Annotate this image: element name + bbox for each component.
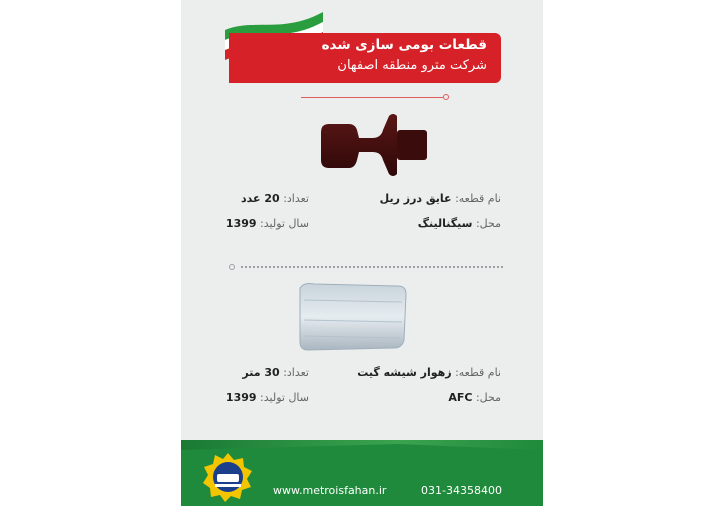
part1-location <box>418 217 501 230</box>
part1-name <box>380 192 501 205</box>
part2-count-label: تعداد: <box>283 366 309 379</box>
page-subtitle: شرکت مترو منطقه اصفهان <box>337 58 487 73</box>
part1-year <box>226 217 309 230</box>
part2-count-value: 30 متر <box>242 366 280 379</box>
poster <box>181 0 543 506</box>
part2-location-value: AFC <box>448 391 473 404</box>
footer-website-link[interactable]: www.metroisfahan.ir <box>273 484 387 497</box>
part1-year-label: سال تولید: <box>260 217 309 230</box>
divider-dot <box>443 94 449 100</box>
part2-year-value: 1399 <box>225 391 257 404</box>
part2-count <box>242 366 309 379</box>
gate-glass-bead-image <box>294 280 412 356</box>
part1-location-value: سیگنالینگ <box>417 217 473 230</box>
part1-name-value: عایق درز ریل <box>379 192 452 205</box>
title-banner <box>229 33 501 83</box>
part1-location-label: محل: <box>475 217 501 230</box>
dotted-separator <box>241 266 503 268</box>
part2-location-label: محل: <box>475 391 501 404</box>
page-title: قطعات بومی سازی شده <box>321 37 487 53</box>
part1-name-label: نام قطعه: <box>455 192 501 205</box>
separator-dot <box>229 264 235 270</box>
footer-phone: 031-34358400 <box>421 484 502 497</box>
divider-line <box>301 97 443 98</box>
part2-name-value: زهوار شیشه گیت <box>357 366 452 379</box>
part2-year-label: سال تولید: <box>260 391 309 404</box>
metro-logo-icon <box>203 452 253 502</box>
part1-count-label: تعداد: <box>283 192 309 205</box>
part1-count <box>241 192 309 205</box>
part2-location <box>448 391 501 404</box>
rail-joint-insulator-image <box>313 112 441 180</box>
part1-count-value: 20 عدد <box>241 192 280 205</box>
part1-year-value: 1399 <box>225 217 257 230</box>
part2-name-label: نام قطعه: <box>455 366 501 379</box>
part2-year <box>226 391 309 404</box>
part2-name <box>357 366 501 379</box>
